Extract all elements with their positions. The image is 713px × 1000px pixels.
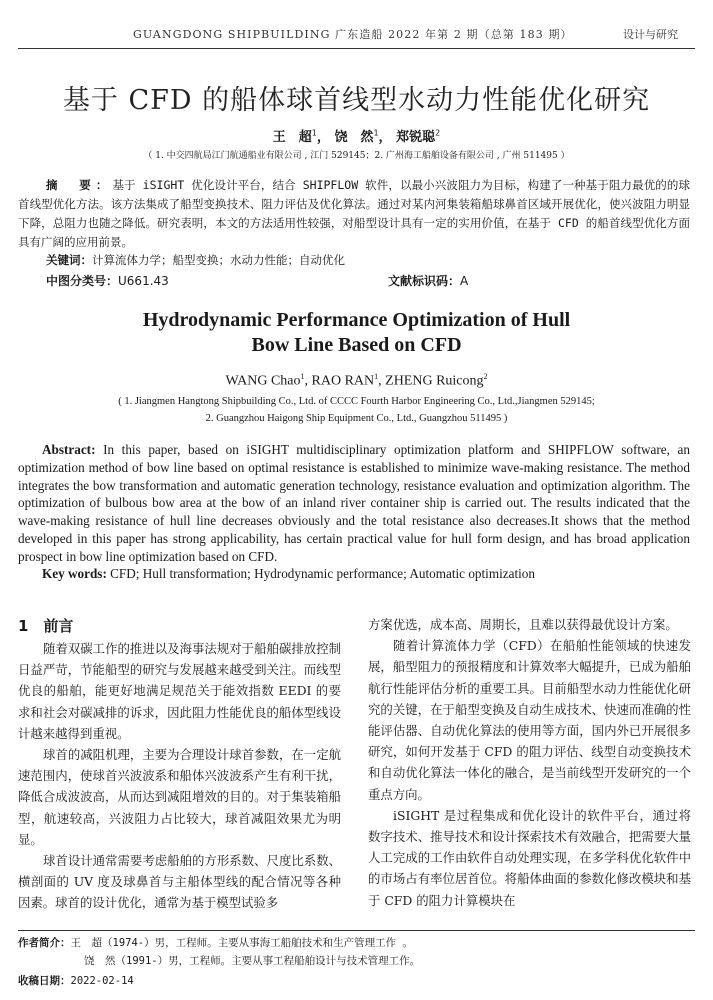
affiliation-mark: 1 bbox=[373, 128, 379, 138]
body-paragraph: 随着计算流体力学（CFD）在船舶性能领域的快速发展，船型阻力的预报精度和计算效率大幅提升，已成为船舶航行性能评估分析的重要工具。目前船型水动力性能优化研究的关键，在于船型变换及自动生成技术、快速而准确的性能评估器、自动优化算法的使用等方面，国内外已开展很多研究，如何开发基于 CFD 的阻力评估、线型自动变换技术和自动优化算法一体化的融合，是当前线型开发研究的一个重点方向。 bbox=[368, 638, 691, 802]
footnote-author-1 bbox=[18, 934, 413, 952]
author-name: 饶 然 bbox=[334, 130, 374, 145]
abstract-text-en: In this paper, based on iSIGHT multidisciplinary optimization platform and SHIPFLOW software, an optimization method of bow line based on optimal resistance is established to minimize wave-making resistance. The method integrates the bow transformation and automatic generation technology, resistance evaluation and optimization algorithm. The optimization of bulbous bow area at the bow of an inland river container ship is carried out. The results indicated that the wave-making resistance of hull line decreases obviously and the total resistance also decreases.It shows that the method developed in this paper has strong applicability, has certain practical value for hull form design, and has broad application prospect in bow line optimization based on CFD. bbox=[18, 442, 690, 564]
affiliation-en-line: ( 1. Jiangmen Hangtong Shipbuilding Co., Ltd. of CCCC Fourth Harbor Engineering Co., Ltd.,Jiangmen 529145; bbox=[118, 396, 595, 407]
author-bio-label: 作者简介： bbox=[18, 937, 71, 949]
body-column-left bbox=[18, 614, 341, 914]
keywords-text-cn: 计算流体力学；船型变换；水动力性能；自动优化 bbox=[92, 253, 345, 267]
authors-cn: 王 超$^1$， 饶 然$^1$， 郑锐聪$^2$ bbox=[272, 128, 441, 145]
title-en-line: Bow Line Based on CFD bbox=[251, 334, 462, 356]
classification-label: 中图分类号： bbox=[46, 274, 119, 288]
keywords-label-cn: 关键词： bbox=[46, 253, 92, 267]
document-code-label: 文献标识码： bbox=[388, 274, 461, 288]
classification-value: U661.43 bbox=[118, 274, 169, 288]
author-name: 郑锐聪 bbox=[396, 130, 436, 145]
author-name-en: , RAO RAN bbox=[304, 373, 375, 389]
paper-title-en bbox=[0, 308, 713, 358]
authors-en bbox=[0, 372, 713, 390]
footnote-author-2 bbox=[18, 952, 420, 970]
section-name: 设计与研究 bbox=[623, 28, 678, 41]
abstract-cn bbox=[18, 176, 690, 252]
affiliation-en bbox=[0, 393, 713, 427]
body-paragraph: 方案优选，成本高、周期长，且难以获得最优设计方案。 bbox=[368, 617, 678, 632]
body-paragraph: 球首的减阻机理，主要为合理设计球首参数，在一定航速范围内，使球首兴波波系和船体兴波波系产生有利干扰，降低合成波波高，从而达到减阻增效的目的。对于集装箱船型，航速较高，兴波阻力占比较大，球首减阻效果尤为明显。 bbox=[18, 747, 341, 847]
header-rule bbox=[18, 48, 695, 49]
running-head bbox=[0, 26, 713, 46]
received-date: 2022-02-14 bbox=[70, 975, 134, 987]
body-paragraph: 球首设计通常需要考虑船舶的方形系数、尺度比系数、横剖面的 UV 度及球鼻首与主船体型线的配合情况等各种因素。球首的设计优化，通常为基于模型试验多 bbox=[18, 853, 341, 911]
body-column-right bbox=[368, 614, 691, 911]
keywords-en bbox=[42, 566, 535, 582]
paper-title-cn: 基于 CFD 的船体球首线型水动力性能优化研究 bbox=[62, 85, 651, 116]
classification-number bbox=[46, 272, 169, 289]
document-code bbox=[388, 272, 468, 289]
author-bio: 王 超（1974-）男，工程师。主要从事海工船舶技术和生产管理工作 。 bbox=[70, 937, 413, 949]
journal-issue-header: GUANGDONG SHIPBUILDING 广东造船 2022 年第 2 期（总第 183 期） bbox=[133, 28, 573, 41]
body-paragraph: 随着双碳工作的推进以及海事法规对于船舶碳排放控制日益严苛，节能船型的研究与发展越来越受到关注。而线型优良的船舶，能更好地满足规范关于能效指数 EEDI 的要求和社会对碳减排的诉求，因此阻力性能优良的船体型线设计越来越得到重视。 bbox=[18, 641, 341, 741]
abstract-label-en: Abstract: bbox=[42, 442, 96, 457]
affiliation-mark: 2 bbox=[483, 372, 488, 381]
affiliation-mark: 1 bbox=[374, 372, 379, 381]
received-date-label: 收稿日期： bbox=[18, 975, 71, 987]
author-bio: 饶 然（1991-）男，工程师。主要从事工程船舶设计与技术管理工作。 bbox=[84, 955, 421, 967]
keywords-cn bbox=[46, 252, 345, 268]
document-code-value: A bbox=[460, 274, 469, 288]
body-paragraph: iSIGHT 是过程集成和优化设计的软件平台，通过将数字技术、推导技术和设计探索技术有效融合，把需要大量人工完成的工作由软件自动处理实现，在多学科优化软件中的市场占有率位居首位。将船体曲面的参数化修改模块和基于 CFD 的阻力计算模块在 bbox=[368, 807, 691, 908]
affiliation-en-line: 2. Guangzhou Haigong Ship Equipment Co., Ltd., Guangzhou 511495 ) bbox=[205, 413, 508, 424]
abstract-text-cn: 基于 iSIGHT 优化设计平台，结合 SHIPFLOW 软件，以最小兴波阻力为目标，构建了一种基于阻力最优的的球首线型优化方法。该方法集成了船型变换技术、阻力评估及优化算法。通过对某内河集装箱船球鼻首区域开展优化，使兴波阻力明显下降，总阻力也随之降低。研究表明，本文的方法适用性较强，对船型设计具有一定的实用价值，在基于 CFD 的船首线型优化方面具有广阔的应用前景。 bbox=[18, 178, 691, 249]
affiliation-mark: 1 bbox=[300, 372, 305, 381]
author-name-en: , ZHENG Ruicong bbox=[378, 373, 484, 389]
author-name: 王 超 bbox=[272, 130, 312, 145]
affiliation-cn: （ 1. 中交四航局江门航通船业有限公司 , 江门 529145；2. 广州海工船舶设备有限公司 , 广州 511495 ） bbox=[143, 151, 570, 161]
footnote-rule bbox=[18, 930, 695, 931]
affiliation-mark: 2 bbox=[435, 128, 441, 138]
section-heading: 1 前言 bbox=[18, 617, 74, 635]
title-en-line: Hydrodynamic Performance Optimization of Hull bbox=[142, 309, 571, 331]
footnote-received-date bbox=[18, 972, 134, 990]
abstract-en bbox=[18, 441, 690, 566]
author-name-en: WANG Chao bbox=[225, 373, 301, 389]
keywords-text-en: CFD; Hull transformation; Hydrodynamic performance; Automatic optimization bbox=[106, 566, 535, 581]
keywords-label-en: Key words: bbox=[42, 566, 107, 581]
affiliation-mark: 1 bbox=[311, 128, 317, 138]
abstract-label-cn: 摘 要： bbox=[46, 178, 113, 192]
